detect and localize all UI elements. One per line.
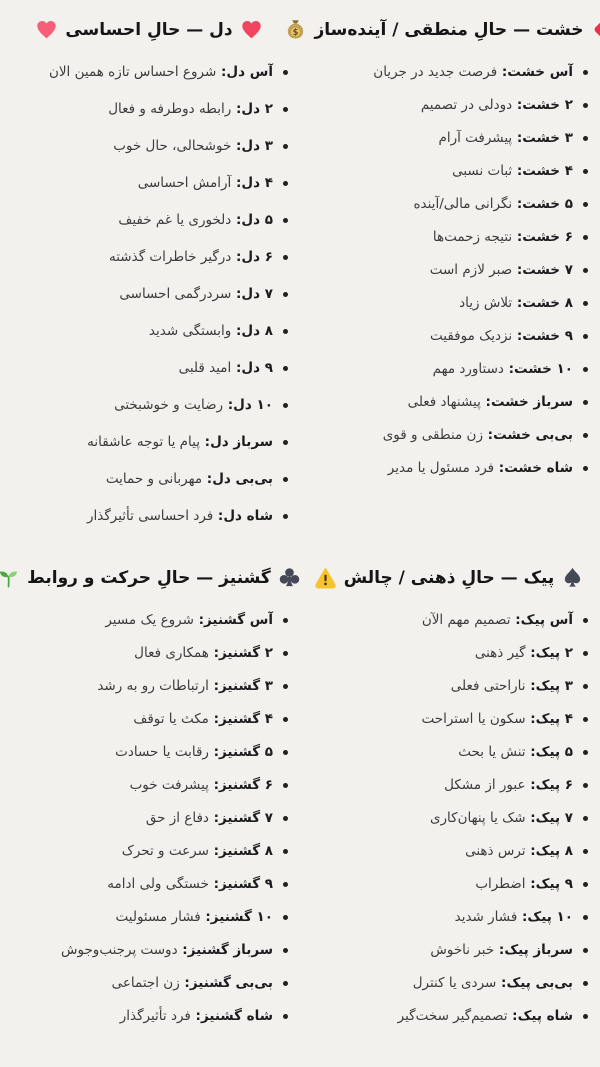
club-icon	[279, 566, 302, 589]
card-name: ۵ پیک	[536, 744, 574, 760]
separator: :	[508, 1008, 519, 1024]
card-meaning-item	[310, 327, 590, 346]
card-name: آس خشت	[508, 64, 574, 80]
card-meaning: ثبات نسبی	[453, 163, 514, 179]
card-meaning-item	[310, 426, 590, 445]
card-meaning: شک یا پنهان‌کاری	[430, 810, 527, 826]
separator: :	[209, 777, 221, 793]
separator: :	[504, 361, 516, 377]
card-meaning: پیشرفت آرام	[439, 130, 514, 146]
card-name: ۳ دل	[242, 138, 274, 154]
card-meaning: تلاش زیاد	[460, 295, 514, 311]
card-meaning: نزدیک موفقیت	[431, 328, 514, 344]
card-name: بی‌بی پیک	[507, 975, 574, 991]
separator: :	[180, 975, 191, 991]
separator: :	[513, 130, 524, 146]
card-meaning-item	[310, 129, 590, 148]
card-name: شاه پیک	[518, 1008, 574, 1024]
card-name: ۱۰ پیک	[528, 909, 574, 925]
separator: :	[498, 64, 509, 80]
card-meaning-item	[310, 162, 590, 181]
separator: :	[209, 678, 221, 694]
separator: :	[481, 394, 492, 410]
card-meaning: گیر ذهنی	[475, 645, 527, 661]
card-meanings-list	[310, 63, 590, 478]
separator: :	[483, 427, 495, 443]
card-meaning-item	[310, 195, 590, 214]
diamond-icon	[592, 18, 600, 41]
card-meaning-item	[10, 743, 290, 762]
card-meaning-item	[10, 776, 290, 795]
section-spades	[310, 548, 590, 1040]
card-meaning: تصمیم مهم الآن	[422, 612, 512, 628]
card-meaning: پیام یا توجه عاشقانه	[88, 434, 201, 450]
card-meaning: سردرگمی احساسی	[120, 286, 233, 302]
separator: :	[232, 212, 243, 228]
card-meaning-item	[310, 941, 590, 960]
card-meaning: درگیر خاطرات گذشته	[109, 249, 233, 265]
card-meaning-item	[10, 908, 290, 927]
card-name: ۴ گشنیز	[220, 711, 274, 727]
card-meaning: فرد احساسی تأثیرگذار	[87, 508, 215, 524]
separator: :	[511, 612, 522, 628]
card-meaning: زن اجتماعی	[112, 975, 181, 991]
card-name: ۹ گشنیز	[220, 876, 274, 892]
card-name: ۶ خشت	[523, 229, 574, 245]
card-meaning: ارتباطات رو به رشد	[98, 678, 210, 694]
card-meaning: رابطه دوطرفه و فعال	[109, 101, 233, 117]
card-name: ۵ گشنیز	[220, 744, 274, 760]
card-meaning: آرامش احساسی	[138, 175, 233, 191]
card-name: ۷ پیک	[536, 810, 574, 826]
card-meaning-item	[10, 433, 290, 452]
separator: :	[513, 196, 524, 212]
card-name: ۷ گشنیز	[220, 810, 274, 826]
separator: :	[526, 876, 537, 892]
card-meaning: فشار شدید	[455, 909, 519, 925]
card-meaning-item	[310, 644, 590, 663]
card-meaning-item	[10, 322, 290, 341]
separator: :	[224, 397, 235, 413]
card-meaning-item	[310, 743, 590, 762]
card-meaning-item	[10, 611, 290, 630]
card-meaning: پیشرفت خوب	[130, 777, 210, 793]
separator: :	[214, 508, 225, 524]
card-meaning: رقابت یا حسادت	[116, 744, 210, 760]
card-meaning-item	[310, 63, 590, 82]
card-meaning: نتیجه زحمت‌ها	[433, 229, 514, 245]
card-meaning: فرد تأثیرگذار	[120, 1008, 192, 1024]
section-diamonds	[293, 8, 590, 544]
card-meaning-item	[10, 644, 290, 663]
card-meaning: فرصت جدید در جریان	[374, 64, 499, 80]
card-meaning: وابستگی شدید	[149, 323, 233, 339]
heart-icon	[241, 18, 264, 41]
card-meaning-item	[310, 677, 590, 696]
card-meaning: زن منطقی و قوی	[383, 427, 484, 443]
card-name: ۹ پیک	[536, 876, 574, 892]
card-meaning-item	[310, 875, 590, 894]
separator: :	[209, 711, 221, 727]
card-meaning-item	[310, 809, 590, 828]
separator: :	[497, 975, 508, 991]
card-name: ۷ خشت	[523, 262, 574, 278]
card-name: آس پیک	[521, 612, 574, 628]
card-name: ۴ پیک	[536, 711, 574, 727]
card-meaning-item	[310, 1007, 590, 1026]
card-name: ۱۰ خشت	[515, 361, 574, 377]
card-meaning: همکاری فعال	[135, 645, 210, 661]
card-meaning: ناراحتی فعلی	[451, 678, 527, 694]
card-meaning: دوست پرجنب‌وجوش	[62, 942, 179, 958]
separator: :	[518, 909, 529, 925]
separator: :	[495, 460, 506, 476]
separator: :	[513, 229, 524, 245]
card-meaning-item	[310, 842, 590, 861]
card-meaning: دودلی در تصمیم	[421, 97, 514, 113]
card-meaning: دستاورد مهم	[433, 361, 505, 377]
card-name: سرباز پیک	[505, 942, 574, 958]
card-name: ۴ خشت	[523, 163, 574, 179]
card-meaning-item	[310, 261, 590, 280]
separator: :	[217, 64, 228, 80]
card-meaning-item	[310, 96, 590, 115]
card-meaning-item	[10, 710, 290, 729]
warning-icon	[315, 566, 338, 589]
card-meaning-item	[310, 611, 590, 630]
section-title-hearts	[10, 18, 290, 41]
card-name: سرباز گشنیز	[188, 942, 274, 958]
separator: :	[194, 612, 206, 628]
card-name: شاه گشنیز	[201, 1008, 274, 1024]
card-name: ۷ دل	[242, 286, 274, 302]
separator: :	[201, 909, 212, 925]
card-meaning: دلخوری یا غم خفیف	[119, 212, 233, 228]
card-name: ۲ گشنیز	[220, 645, 274, 661]
card-name: ۶ دل	[242, 249, 274, 265]
card-name: ۱۰ دل	[234, 397, 274, 413]
separator: :	[232, 138, 243, 154]
card-meaning: تصمیم‌گیر سخت‌گیر	[398, 1008, 509, 1024]
card-name: ۳ پیک	[536, 678, 574, 694]
separator: :	[513, 262, 524, 278]
card-name: ۸ دل	[242, 323, 274, 339]
card-meaning: شروع احساس تازه همین الان	[49, 64, 218, 80]
card-meaning-item	[10, 248, 290, 267]
separator: :	[495, 942, 506, 958]
card-meaning: سردی یا کنترل	[413, 975, 498, 991]
card-name: ۸ گشنیز	[220, 843, 274, 859]
card-meaning-item	[10, 875, 290, 894]
card-name: بی‌بی گشنیز	[190, 975, 274, 991]
separator: :	[178, 942, 189, 958]
separator: :	[232, 323, 243, 339]
card-meaning-item	[10, 470, 290, 489]
card-name: ۱۰ گشنیز	[211, 909, 274, 925]
separator: :	[203, 471, 214, 487]
card-meaning-item	[310, 974, 590, 993]
separator: :	[200, 434, 212, 450]
card-name: ۶ گشنیز	[220, 777, 274, 793]
section-title-text: خشت — حالِ منطقی / آینده‌ساز	[315, 19, 585, 40]
card-meaning-item	[310, 228, 590, 247]
card-meaning: سرعت و تحرک	[122, 843, 210, 859]
separator: :	[209, 876, 221, 892]
card-name: ۶ پیک	[536, 777, 574, 793]
card-meaning-item	[10, 63, 290, 82]
card-name: ۵ خشت	[523, 196, 574, 212]
separator: :	[513, 97, 524, 113]
separator: :	[513, 295, 524, 311]
card-meaning-item	[10, 809, 290, 828]
separator: :	[526, 777, 537, 793]
separator: :	[209, 810, 221, 826]
section-title-diamonds	[293, 18, 590, 41]
card-meanings-list	[310, 611, 590, 1026]
card-name: ۹ دل	[242, 360, 274, 376]
pink-heart-icon	[36, 18, 59, 41]
card-name: آس گشنیز	[205, 612, 274, 628]
card-meaning: مهربانی و حمایت	[106, 471, 204, 487]
card-name: ۸ خشت	[523, 295, 574, 311]
separator: :	[526, 678, 537, 694]
card-name: ۴ دل	[242, 175, 274, 191]
card-meaning-item	[310, 294, 590, 313]
separator: :	[232, 249, 243, 265]
section-hearts	[10, 8, 290, 544]
card-name: شاه خشت	[505, 460, 574, 476]
section-title-text: گشنیز — حالِ حرکت و روابط	[28, 567, 272, 588]
card-meaning: امید قلبی	[179, 360, 233, 376]
card-meaning: صبر لازم است	[430, 262, 514, 278]
card-meaning: سکون یا استراحت	[422, 711, 527, 727]
card-name: ۸ پیک	[536, 843, 574, 859]
separator: :	[209, 645, 221, 661]
card-meaning: خستگی ولی ادامه	[108, 876, 210, 892]
separator: :	[232, 360, 243, 376]
card-meaning-item	[10, 137, 290, 156]
separator: :	[191, 1008, 202, 1024]
card-meaning-item	[310, 393, 590, 412]
section-title-spades	[310, 566, 590, 589]
card-meaning-item	[10, 396, 290, 415]
section-title-text: دل — حالِ احساسی	[66, 19, 234, 40]
card-meaning: عبور از مشکل	[445, 777, 527, 793]
separator: :	[232, 101, 243, 117]
separator: :	[209, 744, 221, 760]
card-name: ۳ گشنیز	[220, 678, 274, 694]
separator: :	[526, 843, 537, 859]
card-meaning-item	[310, 459, 590, 478]
card-name: ۲ خشت	[523, 97, 574, 113]
card-meaning-item	[10, 285, 290, 304]
card-name: آس دل	[227, 64, 274, 80]
card-meaning-item	[10, 941, 290, 960]
section-title-clubs	[10, 566, 290, 589]
card-meaning-item	[310, 908, 590, 927]
card-meaning: شروع یک مسیر	[106, 612, 195, 628]
section-title-text: پیک — حالِ ذهنی / چالش	[344, 567, 556, 588]
card-meaning: اضطراب	[476, 876, 527, 892]
card-name: سرباز دل	[211, 434, 274, 450]
card-meanings-list	[10, 611, 290, 1026]
card-meaning: تنش یا بحث	[459, 744, 527, 760]
card-name: ۳ خشت	[523, 130, 574, 146]
card-meaning-item	[10, 974, 290, 993]
card-meaning: نگرانی مالی/آینده	[414, 196, 514, 212]
card-meaning: مکث یا توقف	[134, 711, 210, 727]
separator: :	[526, 645, 537, 661]
card-meaning: خوشحالی، حال خوب	[114, 138, 233, 154]
separator: :	[513, 163, 524, 179]
card-meaning-item	[310, 710, 590, 729]
card-meaning-item	[10, 359, 290, 378]
separator: :	[232, 286, 243, 302]
card-meanings-list	[10, 63, 290, 526]
card-name: بی‌بی خشت	[494, 427, 574, 443]
card-meaning-item	[10, 507, 290, 526]
card-meaning: رضایت و خوشبختی	[115, 397, 225, 413]
card-meaning-item	[10, 1007, 290, 1026]
card-name: ۵ دل	[242, 212, 274, 228]
separator: :	[526, 744, 537, 760]
card-name: بی‌بی دل	[213, 471, 274, 487]
card-name: ۲ دل	[242, 101, 274, 117]
seedling-icon	[0, 566, 21, 589]
card-meaning-item	[10, 174, 290, 193]
card-name: شاه دل	[224, 508, 274, 524]
card-name: سرباز خشت	[491, 394, 574, 410]
separator: :	[209, 843, 221, 859]
spade-icon	[562, 566, 585, 589]
card-meaning-item	[10, 100, 290, 119]
card-meaning: ترس ذهنی	[466, 843, 527, 859]
card-meaning: فشار مسئولیت	[116, 909, 202, 925]
card-meaning: دفاع از حق	[146, 810, 210, 826]
card-meaning-item	[10, 677, 290, 696]
card-meaning-item	[10, 211, 290, 230]
separator: :	[526, 810, 537, 826]
card-meaning: خبر ناخوش	[431, 942, 496, 958]
card-meaning-item	[10, 842, 290, 861]
svg-text:$: $	[293, 28, 300, 39]
separator: :	[513, 328, 524, 344]
card-name: ۹ خشت	[523, 328, 574, 344]
card-meaning: فرد مسئول یا مدیر	[388, 460, 496, 476]
separator: :	[526, 711, 537, 727]
card-meaning-item	[310, 776, 590, 795]
card-meaning-item	[310, 360, 590, 379]
section-clubs	[10, 548, 290, 1040]
separator: :	[232, 175, 243, 191]
card-name: ۲ پیک	[536, 645, 574, 661]
card-meaning: پیشنهاد فعلی	[408, 394, 482, 410]
